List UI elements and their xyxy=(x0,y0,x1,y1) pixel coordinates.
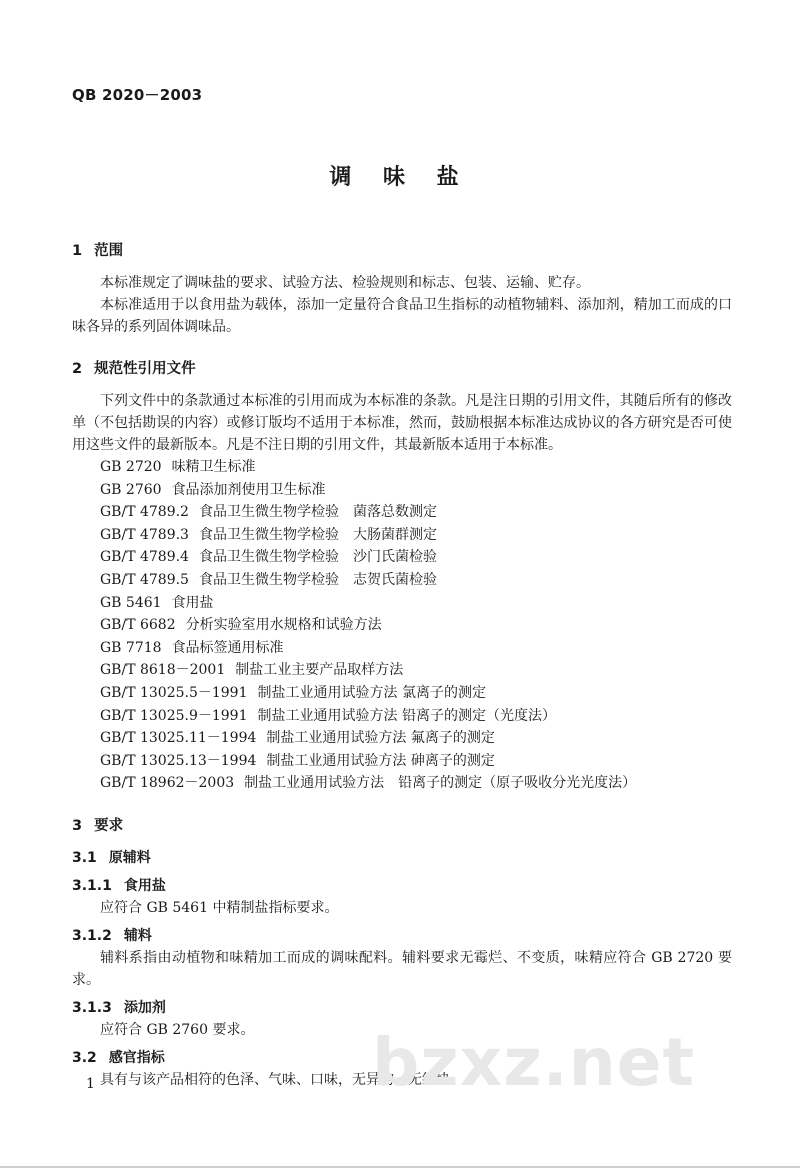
section-number: 3 xyxy=(72,817,83,834)
reference-title: 制盐工业通用试验方法 铅离子的测定（原子吸收分光光度法） xyxy=(244,775,637,792)
subsection-title: 感官指标 xyxy=(108,1049,165,1066)
reference-title: 制盐工业通用试验方法 氟离子的测定 xyxy=(266,730,495,747)
reference-item xyxy=(72,727,732,750)
standard-code: QB 2020－2003 xyxy=(72,86,203,104)
reference-code: GB/T 13025.11－1994 xyxy=(100,730,257,747)
paragraph: 本标准规定了调味盐的要求、试验方法、检验规则和标志、包装、运输、贮存。 xyxy=(100,275,590,291)
reference-title: 食品卫生微生物学检验 志贺氏菌检验 xyxy=(198,571,437,588)
subsection-number: 3.2 xyxy=(72,1049,97,1066)
section-1-heading xyxy=(72,240,732,262)
reference-item xyxy=(72,637,732,660)
subsection-title: 辅料 xyxy=(123,927,152,944)
subsection-3-1-heading xyxy=(72,847,732,869)
section-number: 1 xyxy=(72,243,83,259)
section-title: 规范性引用文件 xyxy=(94,361,196,377)
paragraph: 本标准适用于以食用盐为载体，添加一定量符合食品卫生指标的动植物辅料、添加剂，精加工而成的口味各异的系列固体调味品。 xyxy=(72,297,732,335)
reference-title: 食品标签通用标准 xyxy=(171,639,284,656)
reference-code: GB/T 13025.13－1994 xyxy=(100,752,257,769)
subsection-title: 添加剂 xyxy=(123,999,166,1016)
subsection-number: 3.1.2 xyxy=(72,927,112,944)
section-number: 2 xyxy=(72,361,83,377)
reference-title: 食品卫生微生物学检验 大肠菌群测定 xyxy=(198,526,437,543)
reference-item xyxy=(72,546,732,569)
reference-title: 制盐工业通用试验方法 铅离子的测定（光度法） xyxy=(257,707,556,724)
paragraph: 应符合 GB 2760 要求。 xyxy=(100,1021,255,1038)
reference-code: GB 5461 xyxy=(100,594,162,611)
reference-item xyxy=(72,614,732,637)
subsection-number: 3.1.3 xyxy=(72,999,112,1016)
paragraph: 下列文件中的条款通过本标准的引用而成为本标准的条款。凡是注日期的引用文件，其随后所有的修改单（不包括勘误的内容）或修订版均不适用于本标准，然而，鼓励根据本标准达成协议的各方研究是否可使用这些文件的最新版本。凡是不注日期的引用文件，其最新版本适用于本标准。 xyxy=(72,393,732,453)
reference-code: GB/T 4789.2 xyxy=(100,504,189,521)
subsection-title: 原辅料 xyxy=(108,849,151,866)
document-body xyxy=(72,232,732,1091)
reference-code: GB/T 18962－2003 xyxy=(100,775,235,792)
reference-item xyxy=(72,772,732,795)
reference-title: 食用盐 xyxy=(171,594,214,611)
paragraph: 应符合 GB 5461 中精制盐指标要求。 xyxy=(100,899,339,916)
watermark: bzxz.net xyxy=(372,1024,696,1101)
reference-code: GB 7718 xyxy=(100,639,162,656)
reference-item xyxy=(72,501,732,524)
reference-title: 制盐工业主要产品取样方法 xyxy=(235,662,404,679)
reference-code: GB 2720 xyxy=(100,459,162,475)
subsection-number: 3.1 xyxy=(72,849,97,866)
reference-code: GB/T 8618－2001 xyxy=(100,662,226,679)
reference-title: 食品卫生微生物学检验 菌落总数测定 xyxy=(198,504,437,521)
section-title: 范围 xyxy=(94,243,124,259)
reference-item xyxy=(72,569,732,592)
subsection-title: 食用盐 xyxy=(123,877,166,894)
reference-item xyxy=(72,750,732,773)
paragraph: 具有与该产品相符的色泽、气味、口味，无异物、无结块。 xyxy=(100,1071,464,1088)
reference-title: 食品卫生微生物学检验 沙门氏菌检验 xyxy=(198,549,437,566)
reference-list xyxy=(72,456,732,795)
subsection-number: 3.1.1 xyxy=(72,877,112,894)
document-title: 调 味 盐 xyxy=(329,165,471,190)
page-bottom-edge xyxy=(0,1166,800,1168)
section-2-heading xyxy=(72,358,732,380)
reference-title: 制盐工业通用试验方法 氯离子的测定 xyxy=(257,684,486,701)
reference-item xyxy=(72,479,732,502)
subsection-3-1-3-heading xyxy=(72,997,732,1019)
reference-code: GB/T 4789.3 xyxy=(100,526,189,543)
reference-item xyxy=(72,659,732,682)
reference-item xyxy=(72,456,732,479)
section-title: 要求 xyxy=(94,817,124,834)
reference-code: GB/T 6682 xyxy=(100,617,176,634)
section-3-heading xyxy=(72,815,732,837)
subsection-3-1-2-heading xyxy=(72,925,732,947)
reference-title: 制盐工业通用试验方法 砷离子的测定 xyxy=(266,752,495,769)
reference-code: GB/T 4789.5 xyxy=(100,571,189,588)
reference-item xyxy=(72,592,732,615)
reference-title: 食品添加剂使用卫生标准 xyxy=(171,481,326,498)
reference-title: 分析实验室用水规格和试验方法 xyxy=(185,617,382,634)
subsection-3-1-1-heading xyxy=(72,875,732,897)
reference-code: GB 2760 xyxy=(100,481,162,498)
reference-item xyxy=(72,705,732,728)
reference-title: 味精卫生标准 xyxy=(171,459,256,475)
reference-item xyxy=(72,682,732,705)
reference-item xyxy=(72,524,732,547)
paragraph: 辅料系指由动植物和味精加工而成的调味配料。辅料要求无霉烂、不变质，味精应符合 GB 2720 要求。 xyxy=(72,949,732,988)
reference-code: GB/T 13025.5－1991 xyxy=(100,684,248,701)
page-number: 1 xyxy=(86,1076,95,1092)
reference-code: GB/T 13025.9－1991 xyxy=(100,707,248,724)
reference-code: GB/T 4789.4 xyxy=(100,549,189,566)
